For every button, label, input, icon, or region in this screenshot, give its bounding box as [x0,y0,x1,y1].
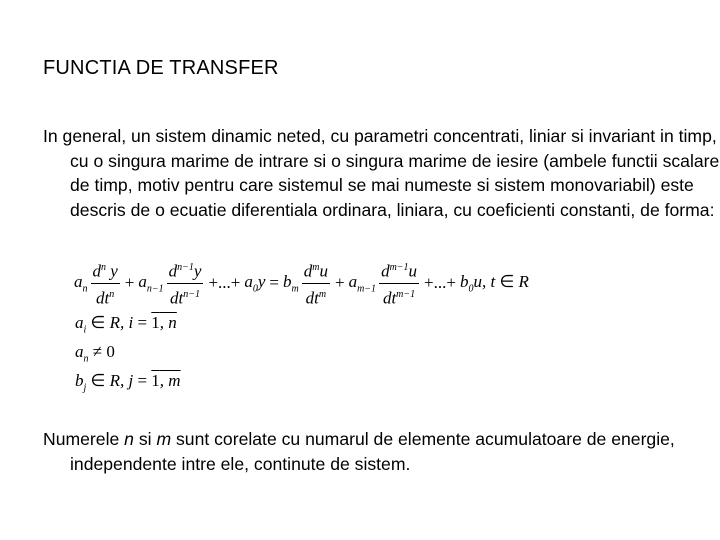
paragraph-definition: In general, un sistem dinamic neted, cu parametri concentrati, liniar si invariant in timp, cu o singura marime de intrare si o singura marime de iesire (ambele functii scalare de timp, motiv pentru care sistemul se mai numeste si sistem monovariabil) este descris de o ecuatie diferentiala ordinara, liniara, cu coeficienti constanti, de forma: [43,126,720,220]
slide-title: FUNCTIA DE TRANSFER [43,57,279,79]
var-n: n [124,429,134,449]
condition-an: $a_n \ne 0$ [75,342,115,365]
fraction-dn1y: $\frac{d^{n-1}y}{dt^{n-1}}$ [167,258,204,308]
condition-ai: $a_i$ ∈ R, i = 1, n [75,313,177,336]
p2-text-2: si [133,429,157,449]
p2-text-3: sunt corelate cu numarul de elemente acumulatoare de energie, independente intre ele, continute de sistem. [70,429,675,474]
fraction-dny: $\frac{d^n y}{dt^n}$ [91,258,120,308]
fraction-dmu: $\frac{d^mu}{dt^m}$ [302,258,330,308]
condition-bj: $b_j$ ∈ R, j = 1, m [75,371,181,394]
var-m: m [156,429,172,449]
paragraph-nm [43,427,720,476]
differential-equation: $a_n$ $\frac{d^n y}{dt^n}$ + $a_{n-1}$ $\frac{d^{n-1}y}{dt^{n-1}}$ +...+ $a_0y$ = $b_m$ $\frac{d^mu}{dt^m}$ + $a_{m-1}$ $\frac{d^{m-1}u}{dt^{m-1}}$ +...+ $b_0u$, t ∈ R [73,258,530,308]
p2-text-1: Numerele [43,429,125,449]
fraction-dm1u: $\frac{d^{m-1}u}{dt^{m-1}}$ [379,258,419,308]
